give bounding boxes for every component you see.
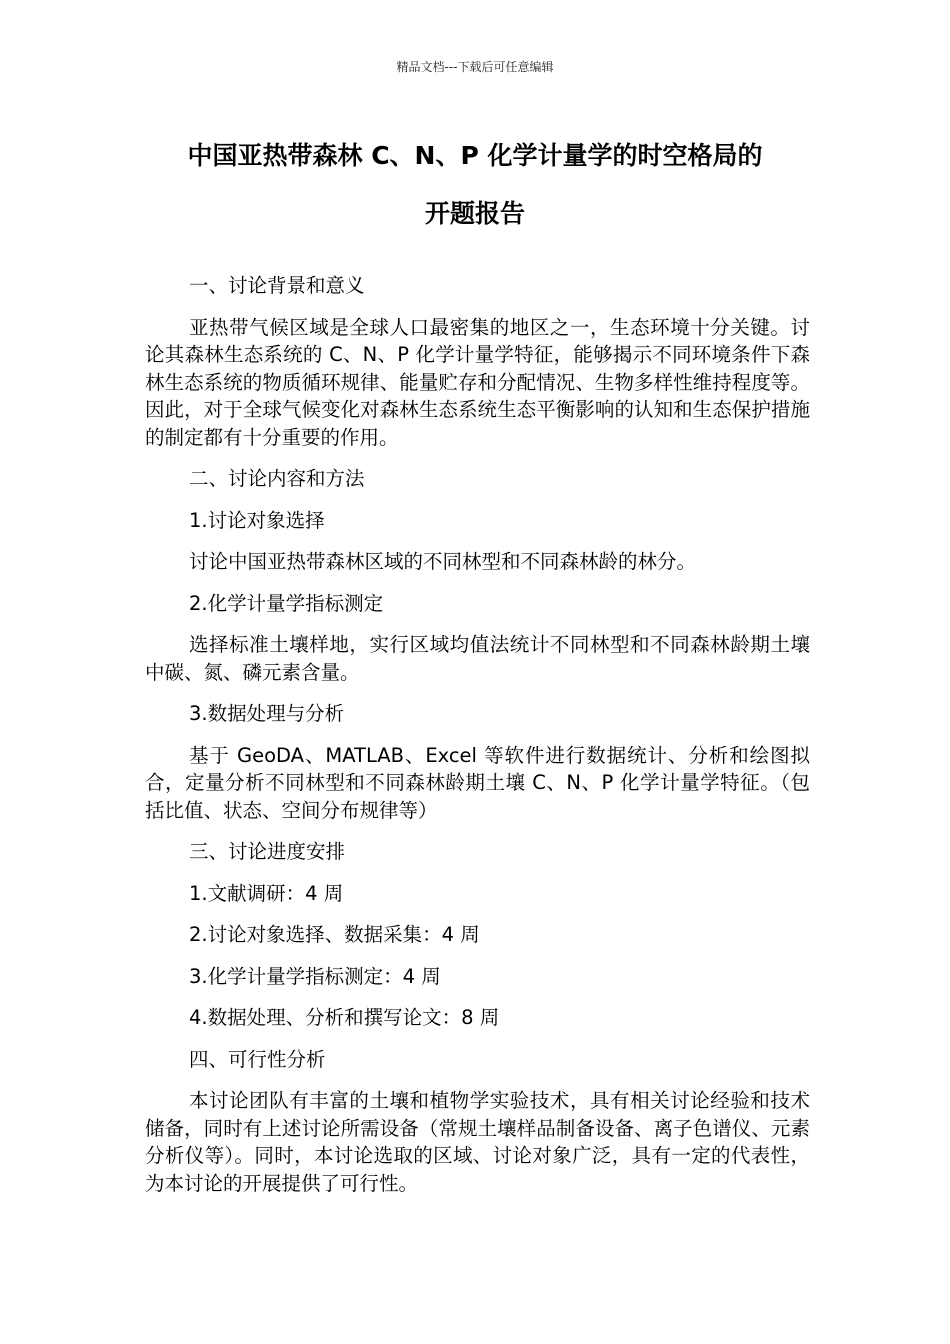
- section-1-heading: 一、讨论背景和意义: [189, 274, 365, 297]
- schedule-item-4: 4.数据处理、分析和撰写论文：8 周: [189, 1006, 500, 1029]
- section-4-heading: 四、可行性分析: [189, 1047, 326, 1071]
- section-4-paragraph: 本讨论团队有丰富的土壤和植物学实验技术，具有相关讨论经验和技术储备，同时有上述讨论所需设备（常规土壤样品制备设备、离子色谱仪、元素分析仪等）。同时，本讨论选取的区域、讨论对象广泛，具有一定的代表性，为本讨论的开展提供了可行性。: [145, 1089, 810, 1195]
- schedule-item-3: 3.化学计量学指标测定：4 周: [189, 964, 441, 988]
- document-body: [145, 272, 810, 1211]
- section-1-paragraph: 亚热带气候区域是全球人口最密集的地区之一，生态环境十分关键。讨论其森林生态系统的 C、N、P 化学计量学特征，能够揭示不同环境条件下森林生态系统的物质循环规律、能量贮存和分配情况、生物多样性维持程度等。因此，对于全球气候变化对森林生态系统生态平衡影响的认知和生态保护措施的制定都有十分重要的作用。: [145, 315, 810, 449]
- section-2-item-1-paragraph: 讨论中国亚热带森林区域的不同林型和不同森林龄的林分。: [189, 550, 697, 573]
- page-header-note: 精品文档---下载后可任意编辑: [396, 60, 554, 74]
- section-2-item-2-heading: 2.化学计量学指标测定: [189, 591, 384, 615]
- schedule-item-2: 2.讨论对象选择、数据采集：4 周: [189, 923, 480, 946]
- section-2-item-1-heading: 1.讨论对象选择: [189, 508, 325, 532]
- section-2-item-3-heading: 3.数据处理与分析: [189, 702, 345, 725]
- section-2-heading: 二、讨论内容和方法: [189, 467, 365, 490]
- document-title-line-1: 中国亚热带森林 C、N、P 化学计量学的时空格局的: [187, 141, 763, 170]
- section-3-heading: 三、讨论进度安排: [189, 840, 346, 863]
- section-2-item-3-paragraph: 基于 GeoDA、MATLAB、Excel 等软件进行数据统计、分析和绘图拟合，定量分析不同林型和不同森林龄期土壤 C、N、P 化学计量学特征。（包括比值、状态、空间分布规律等）: [145, 743, 810, 822]
- section-2-item-2-paragraph: 选择标准土壤样地，实行区域均值法统计不同林型和不同森林龄期土壤中碳、氮、磷元素含量。: [145, 633, 810, 684]
- document-title-line-2: 开题报告: [424, 199, 525, 228]
- schedule-item-1: 1.文献调研：4 周: [189, 881, 344, 905]
